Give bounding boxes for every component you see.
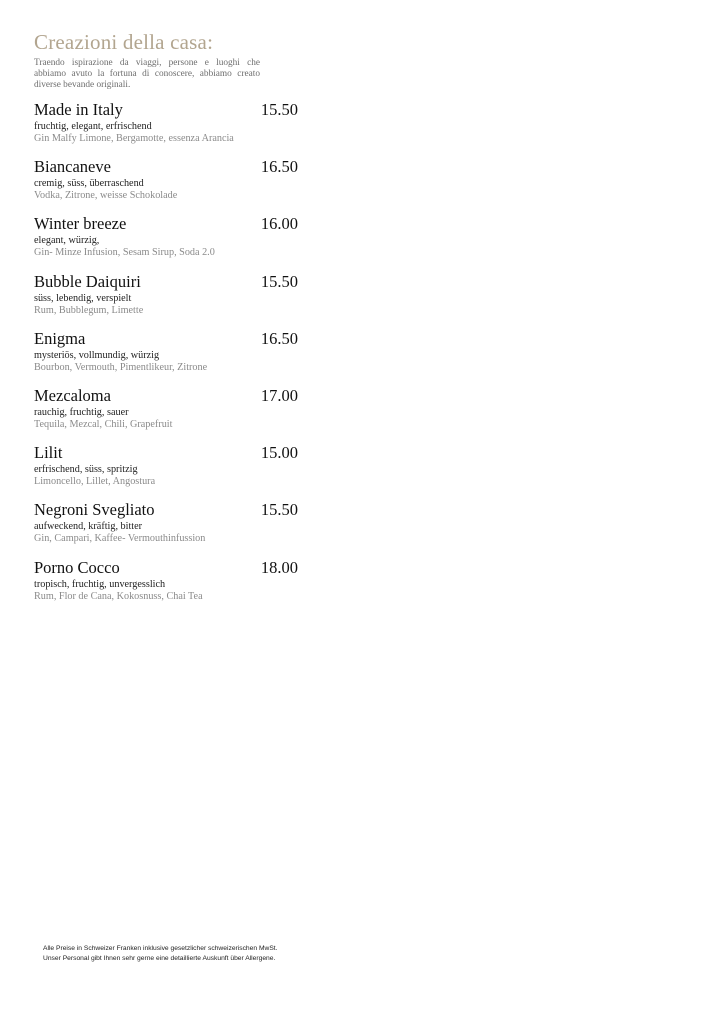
menu-item-biancaneve bbox=[34, 157, 298, 214]
item-taste: rauchig, fruchtig, sauer bbox=[34, 406, 129, 418]
item-price: 15.50 bbox=[260, 500, 298, 520]
menu-list bbox=[34, 100, 298, 615]
item-taste: cremig, süss, überraschend bbox=[34, 178, 144, 190]
item-name: Negroni Svegliato bbox=[34, 500, 155, 520]
item-price: 16.00 bbox=[260, 214, 298, 234]
footer-allergen-note: Unser Personal gibt Ihnen sehr gerne eine detaillierte Auskunft über Allergene. bbox=[43, 955, 276, 962]
item-price: 15.50 bbox=[260, 100, 298, 119]
item-ingredients: Rum, Flor de Cana, Kokosnuss, Chai Tea bbox=[34, 590, 203, 602]
item-taste: fruchtig, elegant, erfrischend bbox=[34, 121, 152, 132]
item-taste: mysteriös, vollmundig, würzig bbox=[34, 349, 160, 361]
item-ingredients: Tequila, Mezcal, Chili, Grapefruit bbox=[34, 418, 173, 430]
item-name: Porno Cocco bbox=[34, 557, 120, 577]
item-ingredients: Bourbon, Vermouth, Pimentlikeur, Zitrone bbox=[34, 361, 208, 373]
item-taste: tropisch, fruchtig, unvergesslich bbox=[34, 578, 166, 590]
item-price: 16.50 bbox=[260, 328, 298, 348]
intro-text: Traendo ispirazione da viaggi, persone e luoghi che abbiamo avuto la fortuna di conoscere, abbiamo creato diverse bevande originali. bbox=[34, 58, 260, 90]
item-name: Mezcaloma bbox=[34, 385, 111, 405]
item-ingredients: Gin Malfy Limone, Bergamotte, essenza Arancia bbox=[34, 133, 234, 144]
item-name: Made in Italy bbox=[34, 100, 123, 119]
menu-item-lilit bbox=[34, 443, 298, 500]
footer-price-note: Alle Preise in Schweizer Franken inklusive gesetzlicher schweizerischen MwSt. bbox=[43, 945, 278, 952]
item-price: 15.00 bbox=[260, 443, 298, 463]
menu-item-bubble-daiquiri bbox=[34, 272, 298, 329]
item-taste: erfrischend, süss, spritzig bbox=[34, 464, 138, 476]
item-name: Winter breeze bbox=[34, 214, 127, 234]
menu-item-negroni-svegliato bbox=[34, 500, 298, 557]
menu-item-mezcaloma bbox=[34, 386, 298, 443]
item-name: Lilit bbox=[34, 443, 63, 463]
menu-item-made-in-italy bbox=[34, 100, 298, 157]
footer-note bbox=[43, 944, 278, 964]
item-taste: aufweckend, kräftig, bitter bbox=[34, 521, 143, 533]
item-name: Enigma bbox=[34, 328, 86, 348]
item-price: 18.00 bbox=[260, 557, 298, 577]
item-taste: süss, lebendig, verspielt bbox=[34, 292, 132, 304]
item-ingredients: Rum, Bubblegum, Limette bbox=[34, 304, 144, 316]
menu-item-enigma bbox=[34, 329, 298, 386]
menu-item-porno-cocco bbox=[34, 558, 298, 615]
item-ingredients: Gin, Campari, Kaffee- Vermouthinfussion bbox=[34, 533, 206, 545]
item-price: 16.50 bbox=[260, 157, 298, 177]
item-ingredients: Limoncello, Lillet, Angostura bbox=[34, 476, 156, 488]
item-ingredients: Vodka, Zitrone, weisse Schokolade bbox=[34, 190, 178, 202]
item-price: 15.50 bbox=[260, 271, 298, 291]
item-taste: elegant, würzig, bbox=[34, 235, 100, 247]
item-price: 17.00 bbox=[260, 385, 298, 405]
item-name: Bubble Daiquiri bbox=[34, 271, 141, 291]
menu-item-winter-breeze bbox=[34, 214, 298, 271]
item-name: Biancaneve bbox=[34, 157, 111, 177]
page-title: Creazioni della casa: bbox=[34, 30, 214, 54]
item-ingredients: Gin- Minze Infusion, Sesam Sirup, Soda 2.0 bbox=[34, 247, 215, 259]
